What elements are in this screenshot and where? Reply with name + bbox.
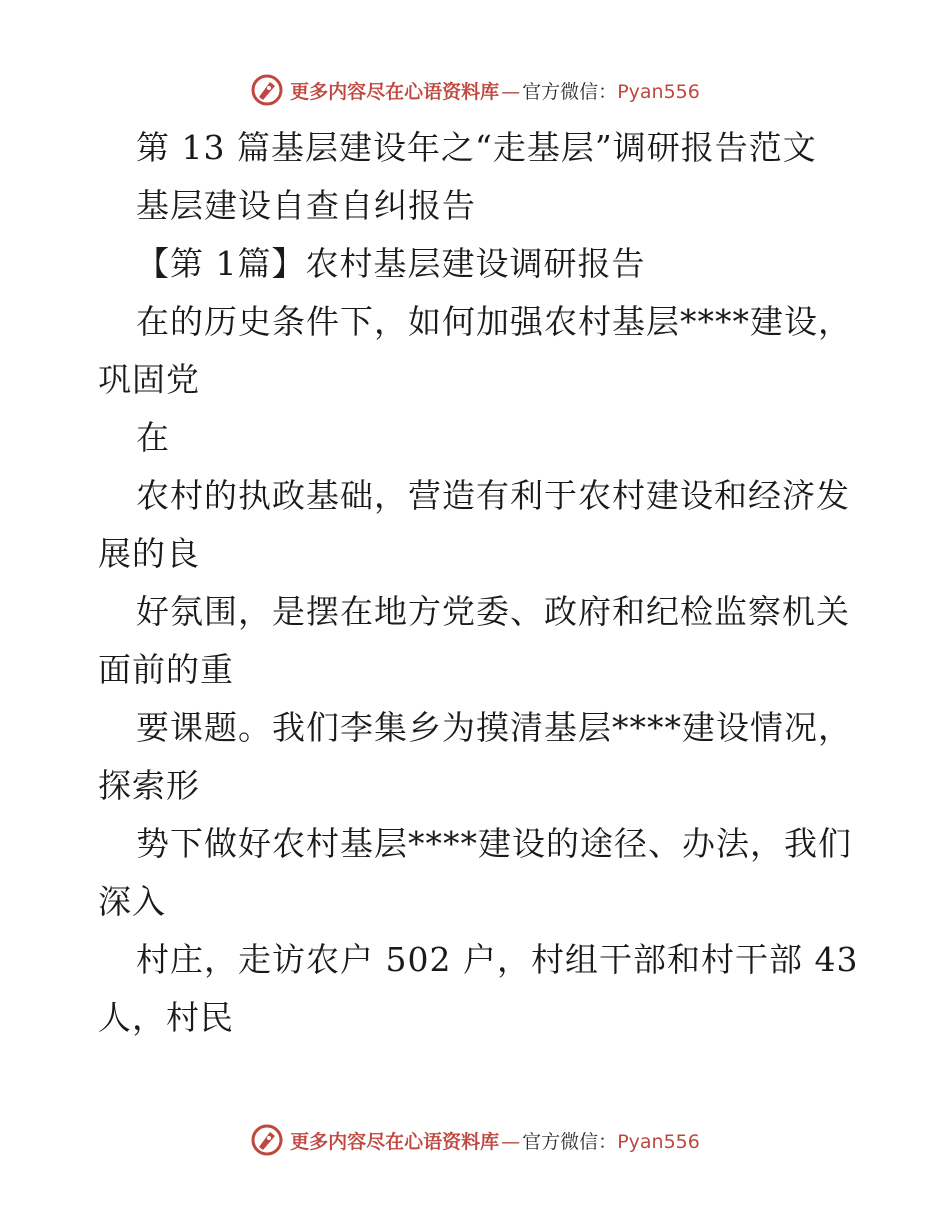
banner-brand: 更多内容尽在心语资料库 <box>290 80 500 103</box>
banner-wechat-id: Pyan556 <box>617 80 700 103</box>
footer-banner <box>0 1120 950 1160</box>
paragraph-line: 探索形 <box>98 766 200 805</box>
paragraph-line: 势下做好农村基层****建设的途径、办法，我们 <box>136 824 852 863</box>
banner-separator: — <box>501 80 521 103</box>
pen-logo-icon <box>250 1123 284 1157</box>
paragraph-line: 面前的重 <box>98 650 234 689</box>
paragraph-line: 农村的执政基础，营造有利于农村建设和经济发 <box>136 476 850 515</box>
banner-official: 官方微信： <box>522 1130 618 1153</box>
document-subtitle: 基层建设自查自纠报告 <box>136 186 476 225</box>
paragraph-line: 好氛围，是摆在地方党委、政府和纪检监察机关 <box>136 592 850 631</box>
paragraph-line: 在的历史条件下，如何加强农村基层****建设， <box>136 302 852 341</box>
paragraph-line: 人，村民 <box>98 998 234 1037</box>
document-title: 第 13 篇基层建设年之“走基层”调研报告范文 <box>136 128 817 167</box>
paragraph-line: 展的良 <box>98 534 200 573</box>
banner-wechat-id: Pyan556 <box>617 1130 700 1153</box>
header-banner <box>0 70 950 110</box>
paragraph-line: 村庄，走访农户 502 户，村组干部和村干部 43 <box>136 940 859 979</box>
banner-official: 官方微信： <box>522 80 618 103</box>
paragraph-line: 巩固党 <box>98 360 200 399</box>
banner-brand: 更多内容尽在心语资料库 <box>290 1130 500 1153</box>
section-heading: 【第 1篇】农村基层建设调研报告 <box>136 244 646 283</box>
banner-separator: — <box>501 1130 521 1153</box>
paragraph-line: 深入 <box>98 882 166 921</box>
paragraph-line: 要课题。我们李集乡为摸清基层****建设情况， <box>136 708 852 747</box>
pen-logo-icon <box>250 73 284 107</box>
paragraph-line: 在 <box>136 418 170 457</box>
banner-text <box>290 77 700 104</box>
banner-text <box>290 1127 700 1154</box>
